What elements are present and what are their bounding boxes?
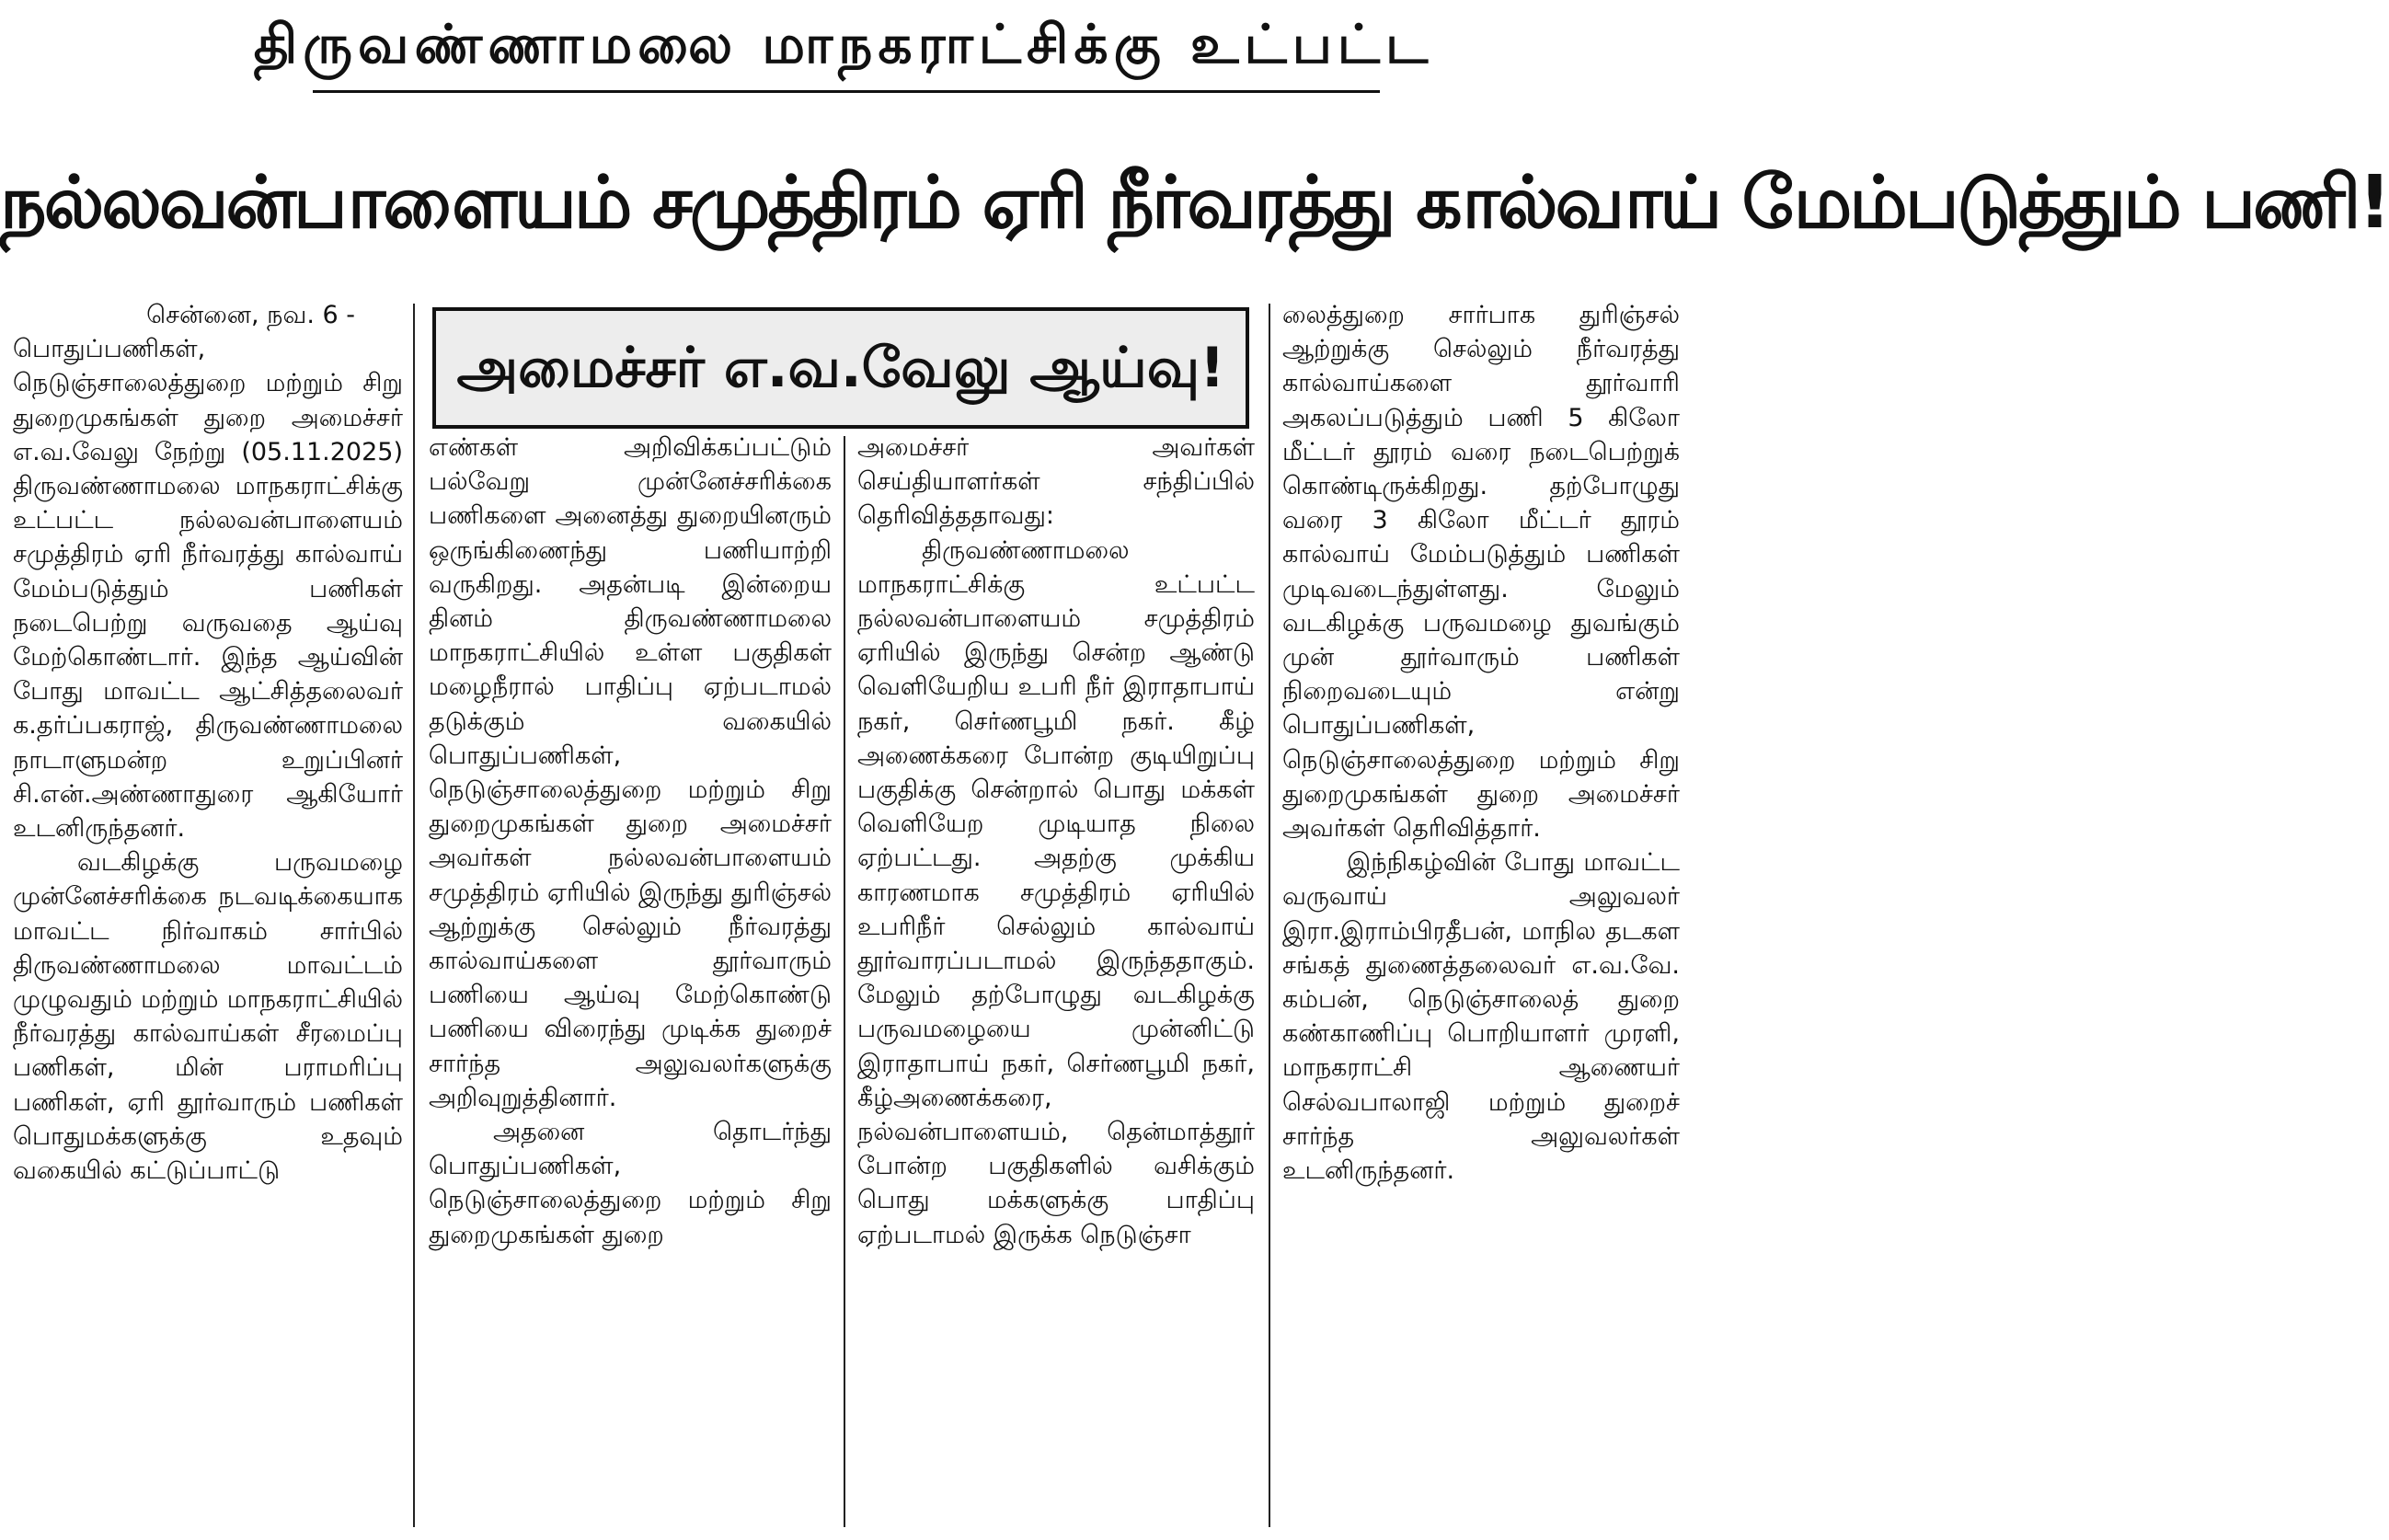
paragraph: வடகிழக்கு பருவமழை முன்னேச்சரிக்கை நடவடிக்கையாக மாவட்ட நிர்வாகம் சார்பில் திருவண்ணாமலை மாவட்டம் முழுவதும் மற்றும் மாநகராட்சியில் நீர்வரத்து கால்வாய்கள் சீரமைப்பு பணிகள், மின் பராமரிப்பு பணிகள், ஏரி தூர்வாரும் பணிகள் பொதுமக்களுக்கு உதவும் வகையில் கட்டுப்பாட்டு bbox=[13, 848, 403, 1186]
paragraph: அதனை தொடர்ந்து பொதுப்பணிகள், நெடுஞ்சாலைத்துறை மற்றும் சிறு துறைமுகங்கள் துறை bbox=[429, 1118, 832, 1249]
paragraph: அமைச்சர் அவர்கள் செய்தியாளர்கள் சந்திப்பில் தெரிவித்ததாவது: bbox=[857, 433, 1255, 531]
subheadline-box bbox=[432, 307, 1249, 429]
kicker-headline: திருவண்ணாமலை மாநகராட்சிக்கு உட்பட்ட bbox=[253, 13, 1434, 75]
paragraph: லைத்துறை சார்பாக துரிஞ்சல் ஆற்றுக்கு செல்லும் நீர்வரத்து கால்வாய்களை தூர்வாரி அகலப்படுத்தும் பணி 5 கிலோ மீட்டர் தூரம் வரை நடைபெற்றுக் கொண்டிருக்கிறது. தற்போழுது வரை 3 கிலோ மீட்டர் தூரம் கால்வாய் மேம்படுத்தும் பணிகள் முடிவடைந்துள்ளது. மேலும் வடகிழக்கு பருவமழை துவங்கும் முன் தூர்வாரும் பணிகள் நிறைவடையும் என்று பொதுப்பணிகள், நெடுஞ்சாலைத்துறை மற்றும் சிறு துறைமுகங்கள் துறை அமைச்சர் அவர்கள் தெரிவித்தார். bbox=[1282, 301, 1680, 844]
column-divider bbox=[1269, 304, 1270, 1527]
paragraph: பொதுப்பணிகள், நெடுஞ்சாலைத்துறை மற்றும் சிறு துறைமுகங்கள் துறை அமைச்சர் எ.வ.வேலு நேற்று (05.11.2025) திருவண்ணாமலை மாநகராட்சிக்கு உட்பட்ட நல்லவன்பாளையம் சமுத்திரம் ஏரி நீர்வரத்து கால்வாய் மேம்படுத்தும் பணிகள் நடைபெற்று வருவதை ஆய்வு மேற்கொண்டார். இந்த ஆய்வின் போது மாவட்ட ஆட்சித்தலைவர் க.தர்ப்பகராஜ், திருவண்ணாமலை நாடாளுமன்ற உறுப்பினர் சி.என்.அண்ணாதுரை ஆகியோர் உடனிருந்தனர். bbox=[13, 335, 403, 844]
kicker-underline bbox=[313, 90, 1380, 93]
main-headline: நல்லவன்பாளையம் சமுத்திரம் ஏரி நீர்வரத்து கால்வாய் மேம்படுத்தும் பணி! bbox=[0, 160, 2389, 245]
dateline: சென்னை, நவ. 6 - bbox=[146, 301, 355, 329]
column-divider bbox=[844, 436, 845, 1527]
paragraph: இந்நிகழ்வின் போது மாவட்ட வருவாய் அலுவலர் இரா.இராம்பிரதீபன், மாநில தடகள சங்கத் துணைத்தலைவர் எ.வ.வே. கம்பன், நெடுஞ்சாலைத் துறை கண்காணிப்பு பொறியாளர் முரளி, மாநகராட்சி ஆணையர் செல்வபாலாஜி மற்றும் துறைச் சார்ந்த அலுவலர்கள் உடனிருந்தனர். bbox=[1282, 848, 1680, 1186]
paragraph: திருவண்ணாமலை மாநகராட்சிக்கு உட்பட்ட நல்லவன்பாளையம் சமுத்திரம் ஏரியில் இருந்து சென்ற ஆண்டு வெளியேறிய உபரி நீர் இராதாபாய் நகர், செர்ணபூமி நகர். கீழ் அணைக்கரை போன்ற குடியிறுப்பு பகுதிக்கு சென்றால் பொது மக்கள் வெளியேற முடியாத நிலை ஏற்பட்டது. அதற்கு முக்கிய காரணமாக சமுத்திரம் ஏரியில் உபரிநீர் செல்லும் கால்வாய் தூர்வாரப்படாமல் இருந்ததாகும். மேலும் தற்போழுது வடகிழக்கு பருவமழையை முன்னிட்டு இராதாபாய் நகர், செர்ணபூமி நகர், கீழ்அணைக்கரை, நல்வன்பாளையம், தென்மாத்தூர் போன்ற பகுதிகளில் வசிக்கும் பொது மக்களுக்கு பாதிப்பு ஏற்படாமல் இருக்க நெடுஞ்சா bbox=[857, 535, 1255, 1249]
column-2 bbox=[429, 431, 832, 1252]
column-4 bbox=[1282, 298, 1680, 1188]
column-1 bbox=[13, 298, 403, 1188]
paragraph: எண்கள் அறிவிக்கப்பட்டும் பல்வேறு முன்னேச்சரிக்கை பணிகளை அனைத்து துறையினரும் ஒருங்கிணைந்து பணியாற்றி வருகிறது. அதன்படி இன்றைய தினம் திருவண்ணாமலை மாநகராட்சியில் உள்ள பகுதிகள் மழைநீரால் பாதிப்பு ஏற்படாமல் தடுக்கும் வகையில் பொதுப்பணிகள், நெடுஞ்சாலைத்துறை மற்றும் சிறு துறைமுகங்கள் துறை அமைச்சர் அவர்கள் நல்லவன்பாளையம் சமுத்திரம் ஏரியில் இருந்து துரிஞ்சல் ஆற்றுக்கு செல்லும் நீர்வரத்து கால்வாய்களை தூர்வாரும் பணியை ஆய்வு மேற்கொண்டு பணியை விரைந்து முடிக்க துறைச் சார்ந்த அலுவலர்களுக்கு அறிவுறுத்தினார். bbox=[429, 433, 832, 1112]
subheadline: அமைச்சர் எ.வ.வேலு ஆய்வு! bbox=[456, 336, 1225, 400]
column-divider bbox=[413, 304, 415, 1527]
column-3 bbox=[857, 431, 1255, 1252]
